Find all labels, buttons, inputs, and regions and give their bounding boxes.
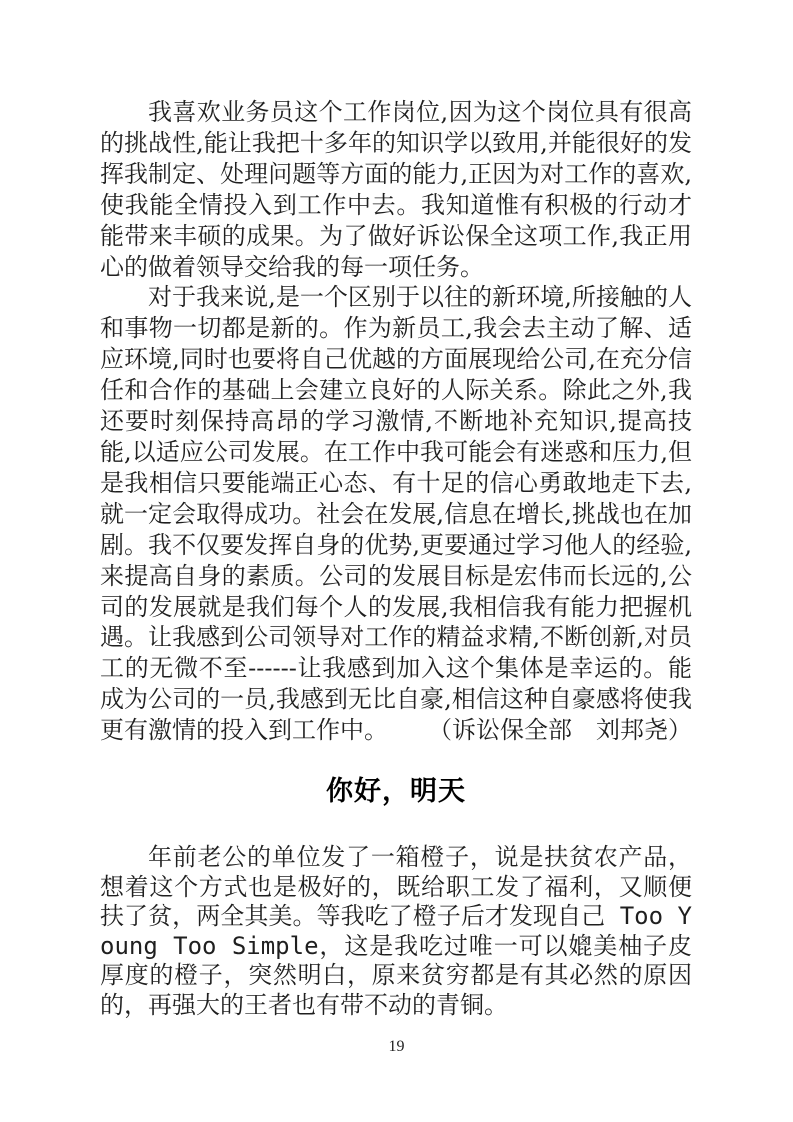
paragraph-1: 我喜欢业务员这个工作岗位,因为这个岗位具有很高的挑战性,能让我把十多年的知识学以致用,并能很好的发挥我制定、处理问题等方面的能力,正因为对工作的喜欢,使我能全情投入到工作中去。我知道惟有积极的行动才能带来丰硕的成果。为了做好诉讼保全这项工作,我正用心的做着领导交给我的每一项任务。: [100, 98, 692, 281]
article-hello-tomorrow: [100, 776, 692, 1020]
paragraph-2-text: 对于我来说,是一个区别于以往的新环境,所接触的人和事物一切都是新的。作为新员工,我会去主动了解、适应环境,同时也要将自己优越的方面展现给公司,在充分信任和合作的基础上会建立良好的人际关系。除此之外,我还要时刻保持高昂的学习激情,不断地补充知识,提高技能,以适应公司发展。在工作中我可能会有迷惑和压力,但是我相信只要能端正心态、有十足的信心勇敢地走下去,就一定会取得成功。社会在发展,信息在增长,挑战也在加剧。我不仅要发挥自身的优势,更要通过学习他人的经验,来提高自身的素质。公司的发展目标是宏伟而长远的,公司的发展就是我们每个人的发展,我相信我有能力把握机遇。让我感到公司领导对工作的精益求精,不断创新,对员工的无微不至------让我感到加入这个集体是幸运的。能成为公司的一员,我感到无比自豪,相信这种自豪感将使我更有激情的投入到工作中。: [100, 283, 692, 745]
article-title: 你好，明天: [326, 776, 466, 807]
author-signature: （诉讼保全部 刘邦尧）: [428, 716, 692, 745]
paragraph-3: 年前老公的单位发了一箱橙子，说是扶贫农产品，想着这个方式也是极好的，既给职工发了福利，又顺便扶了贫，两全其美。等我吃了橙子后才发现自己 Too Young Too Simple，这是我吃过唯一可以媲美柚子皮厚度的橙子，突然明白，原来贫穷都是有其必然的原因的，再强大的王者也有带不动的青铜。: [100, 843, 692, 1019]
paragraph-2: [100, 282, 692, 746]
page-content: [100, 97, 692, 1020]
article-work-reflection: [100, 97, 692, 746]
page-number: 19: [388, 1038, 405, 1055]
